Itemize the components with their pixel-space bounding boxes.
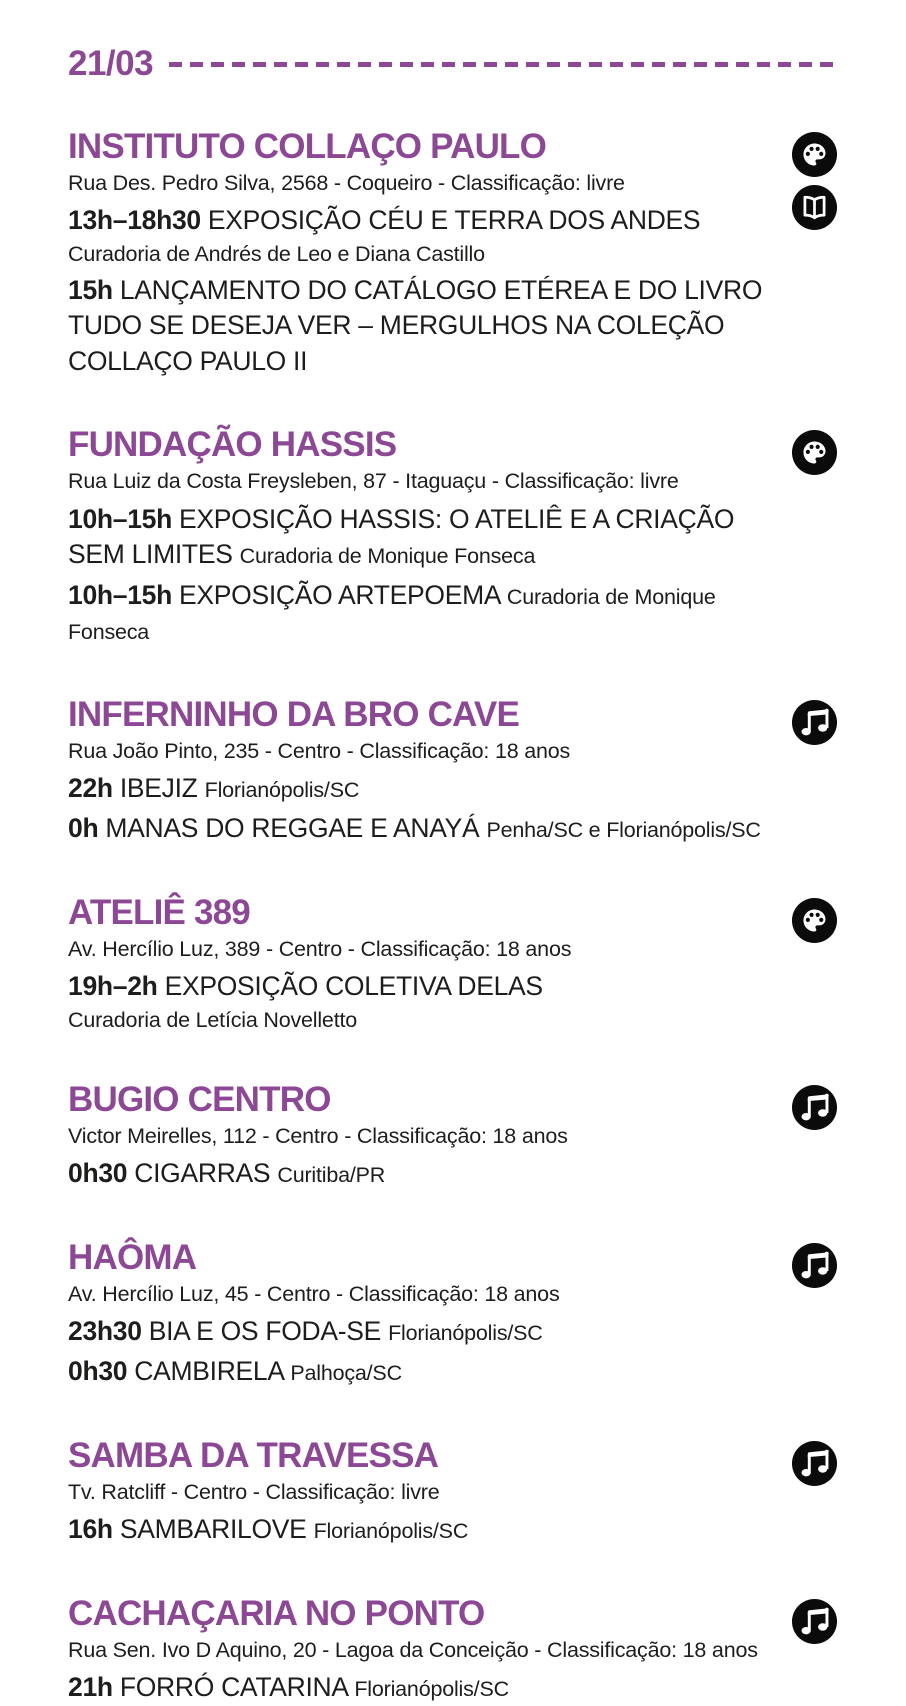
venue-section [68, 694, 838, 847]
event-detail: Curadoria de Andrés de Leo e Diana Castillo [68, 241, 485, 266]
venue-icons [791, 427, 838, 648]
venue-address: Av. Hercílio Luz, 389 - Centro - Classificação: 18 anos [68, 936, 572, 961]
venue-main [68, 694, 791, 847]
music-icon [791, 699, 838, 746]
event-line [68, 1156, 765, 1192]
event-detail: Florianópolis/SC [313, 1519, 469, 1544]
event-time: 10h–15h [68, 579, 172, 610]
venue-name: FUNDAÇÃO HASSIS [68, 425, 397, 465]
venue-name: INFERNINHO DA BRO CAVE [68, 694, 520, 734]
event-time: 16h [68, 1514, 113, 1545]
venue-section [68, 1435, 838, 1548]
venue-icons [791, 1082, 838, 1192]
event-detail: Curadoria de Letícia Novelletto [68, 1007, 357, 1032]
venue-name: INSTITUTO COLLAÇO PAULO [68, 127, 547, 166]
event-title: BIA E OS FODA-SE [148, 1315, 382, 1346]
event-detail: Palhoça/SC [290, 1361, 402, 1386]
book-icon [791, 184, 838, 231]
event-title: CAMBIRELA [134, 1356, 284, 1387]
event-title: MANAS DO REGGAE E ANAYÁ [105, 813, 480, 844]
music-icon [791, 1084, 838, 1131]
event-line [68, 1670, 765, 1706]
venue-list [68, 129, 838, 1706]
venue-section [68, 129, 838, 379]
event-detail: Penha/SC e Florianópolis/SC [486, 818, 761, 843]
event-title: EXPOSIÇÃO CÉU E TERRA DOS ANDES [207, 205, 701, 236]
event-line [68, 502, 765, 573]
date-label: 21/03 [68, 44, 154, 83]
venue-address: Av. Hercílio Luz, 45 - Centro - Classificação: 18 anos [68, 1281, 560, 1306]
event-line [68, 969, 765, 1005]
event-time: 0h [68, 813, 99, 844]
venue-name: ATELIÊ 389 [68, 892, 250, 932]
venue-icons [791, 697, 838, 847]
event-title: EXPOSIÇÃO COLETIVA DELAS [164, 971, 543, 1002]
venue-main [68, 1435, 791, 1548]
venue-main [68, 1593, 791, 1706]
venue-section [68, 1237, 838, 1390]
music-icon [791, 1242, 838, 1289]
event-time: 22h [68, 772, 113, 803]
venue-main [68, 892, 791, 1034]
venue-name: BUGIO CENTRO [68, 1079, 331, 1119]
venue-name: SAMBA DA TRAVESSA [68, 1435, 439, 1475]
event-title: FORRÓ CATARINA [119, 1672, 348, 1703]
event-title: LANÇAMENTO DO CATÁLOGO ETÉREA E DO LIVRO TUDO SE DESEJA VER – MERGULHOS NA COLEÇÃO COLLAÇO PAULO II [68, 274, 763, 376]
event-line [68, 1354, 765, 1390]
venue-section [68, 427, 838, 648]
event-detail: Florianópolis/SC [204, 777, 360, 802]
venue-address: Tv. Ratcliff - Centro - Classificação: livre [68, 1479, 440, 1504]
venue-address: Rua Luiz da Costa Freysleben, 87 - Itaguaçu - Classificação: livre [68, 469, 679, 494]
event-line [68, 811, 765, 847]
venue-address: Rua João Pinto, 235 - Centro - Classificação: 18 anos [68, 738, 571, 763]
event-title: CIGARRAS [134, 1158, 271, 1189]
music-icon [791, 1598, 838, 1645]
event-detail: Florianópolis/SC [354, 1677, 509, 1702]
event-time: 10h–15h [68, 503, 172, 534]
music-icon [791, 1440, 838, 1487]
venue-icons [791, 1240, 838, 1390]
dashed-divider [169, 62, 838, 67]
event-title: EXPOSIÇÃO ARTEPOEMA [179, 579, 500, 610]
event-title: EXPOSIÇÃO HASSIS: O ATELIÊ E A CRIAÇÃO SEM LIMITES [68, 503, 735, 570]
event-detail: Curitiba/PR [277, 1163, 386, 1188]
palette-icon [791, 897, 838, 944]
palette-icon [791, 131, 838, 178]
event-line [68, 203, 765, 239]
event-title: SAMBARILOVE [119, 1514, 307, 1545]
event-detail: Curadoria de Monique Fonseca [68, 584, 716, 645]
event-time: 19h–2h [68, 971, 158, 1002]
event-line [68, 1314, 765, 1350]
event-line [68, 578, 765, 649]
venue-section [68, 1079, 838, 1192]
event-line [68, 1512, 765, 1548]
event-time: 0h30 [68, 1356, 128, 1387]
venue-section [68, 892, 838, 1034]
venue-name: CACHAÇARIA NO PONTO [68, 1593, 485, 1633]
venue-address: Rua Des. Pedro Silva, 2568 - Coqueiro - Classificação: livre [68, 171, 625, 195]
venue-section [68, 1593, 838, 1706]
event-time: 0h30 [68, 1158, 128, 1189]
event-time: 21h [68, 1672, 113, 1703]
event-line [68, 771, 765, 807]
event-title: IBEJIZ [119, 772, 198, 803]
venue-main [68, 1237, 791, 1390]
event-time: 13h–18h30 [68, 205, 201, 236]
event-line [68, 273, 765, 380]
venue-icons [791, 1438, 838, 1548]
venue-name: HAÔMA [68, 1237, 197, 1277]
event-time: 15h [68, 274, 113, 305]
event-detail: Curadoria de Monique Fonseca [239, 544, 536, 569]
event-detail: Florianópolis/SC [388, 1320, 543, 1345]
event-time: 23h30 [68, 1315, 142, 1346]
venue-icons [791, 1596, 838, 1706]
venue-icons [791, 895, 838, 1034]
venue-main [68, 427, 791, 648]
venue-address: Victor Meirelles, 112 - Centro - Classificação: 18 anos [68, 1123, 568, 1148]
venue-address: Rua Sen. Ivo D Aquino, 20 - Lagoa da Conceição - Classificação: 18 anos [68, 1637, 758, 1662]
venue-main [68, 129, 791, 379]
date-header [68, 46, 838, 81]
venue-icons [791, 129, 838, 379]
palette-icon [791, 429, 838, 476]
venue-main [68, 1079, 791, 1192]
